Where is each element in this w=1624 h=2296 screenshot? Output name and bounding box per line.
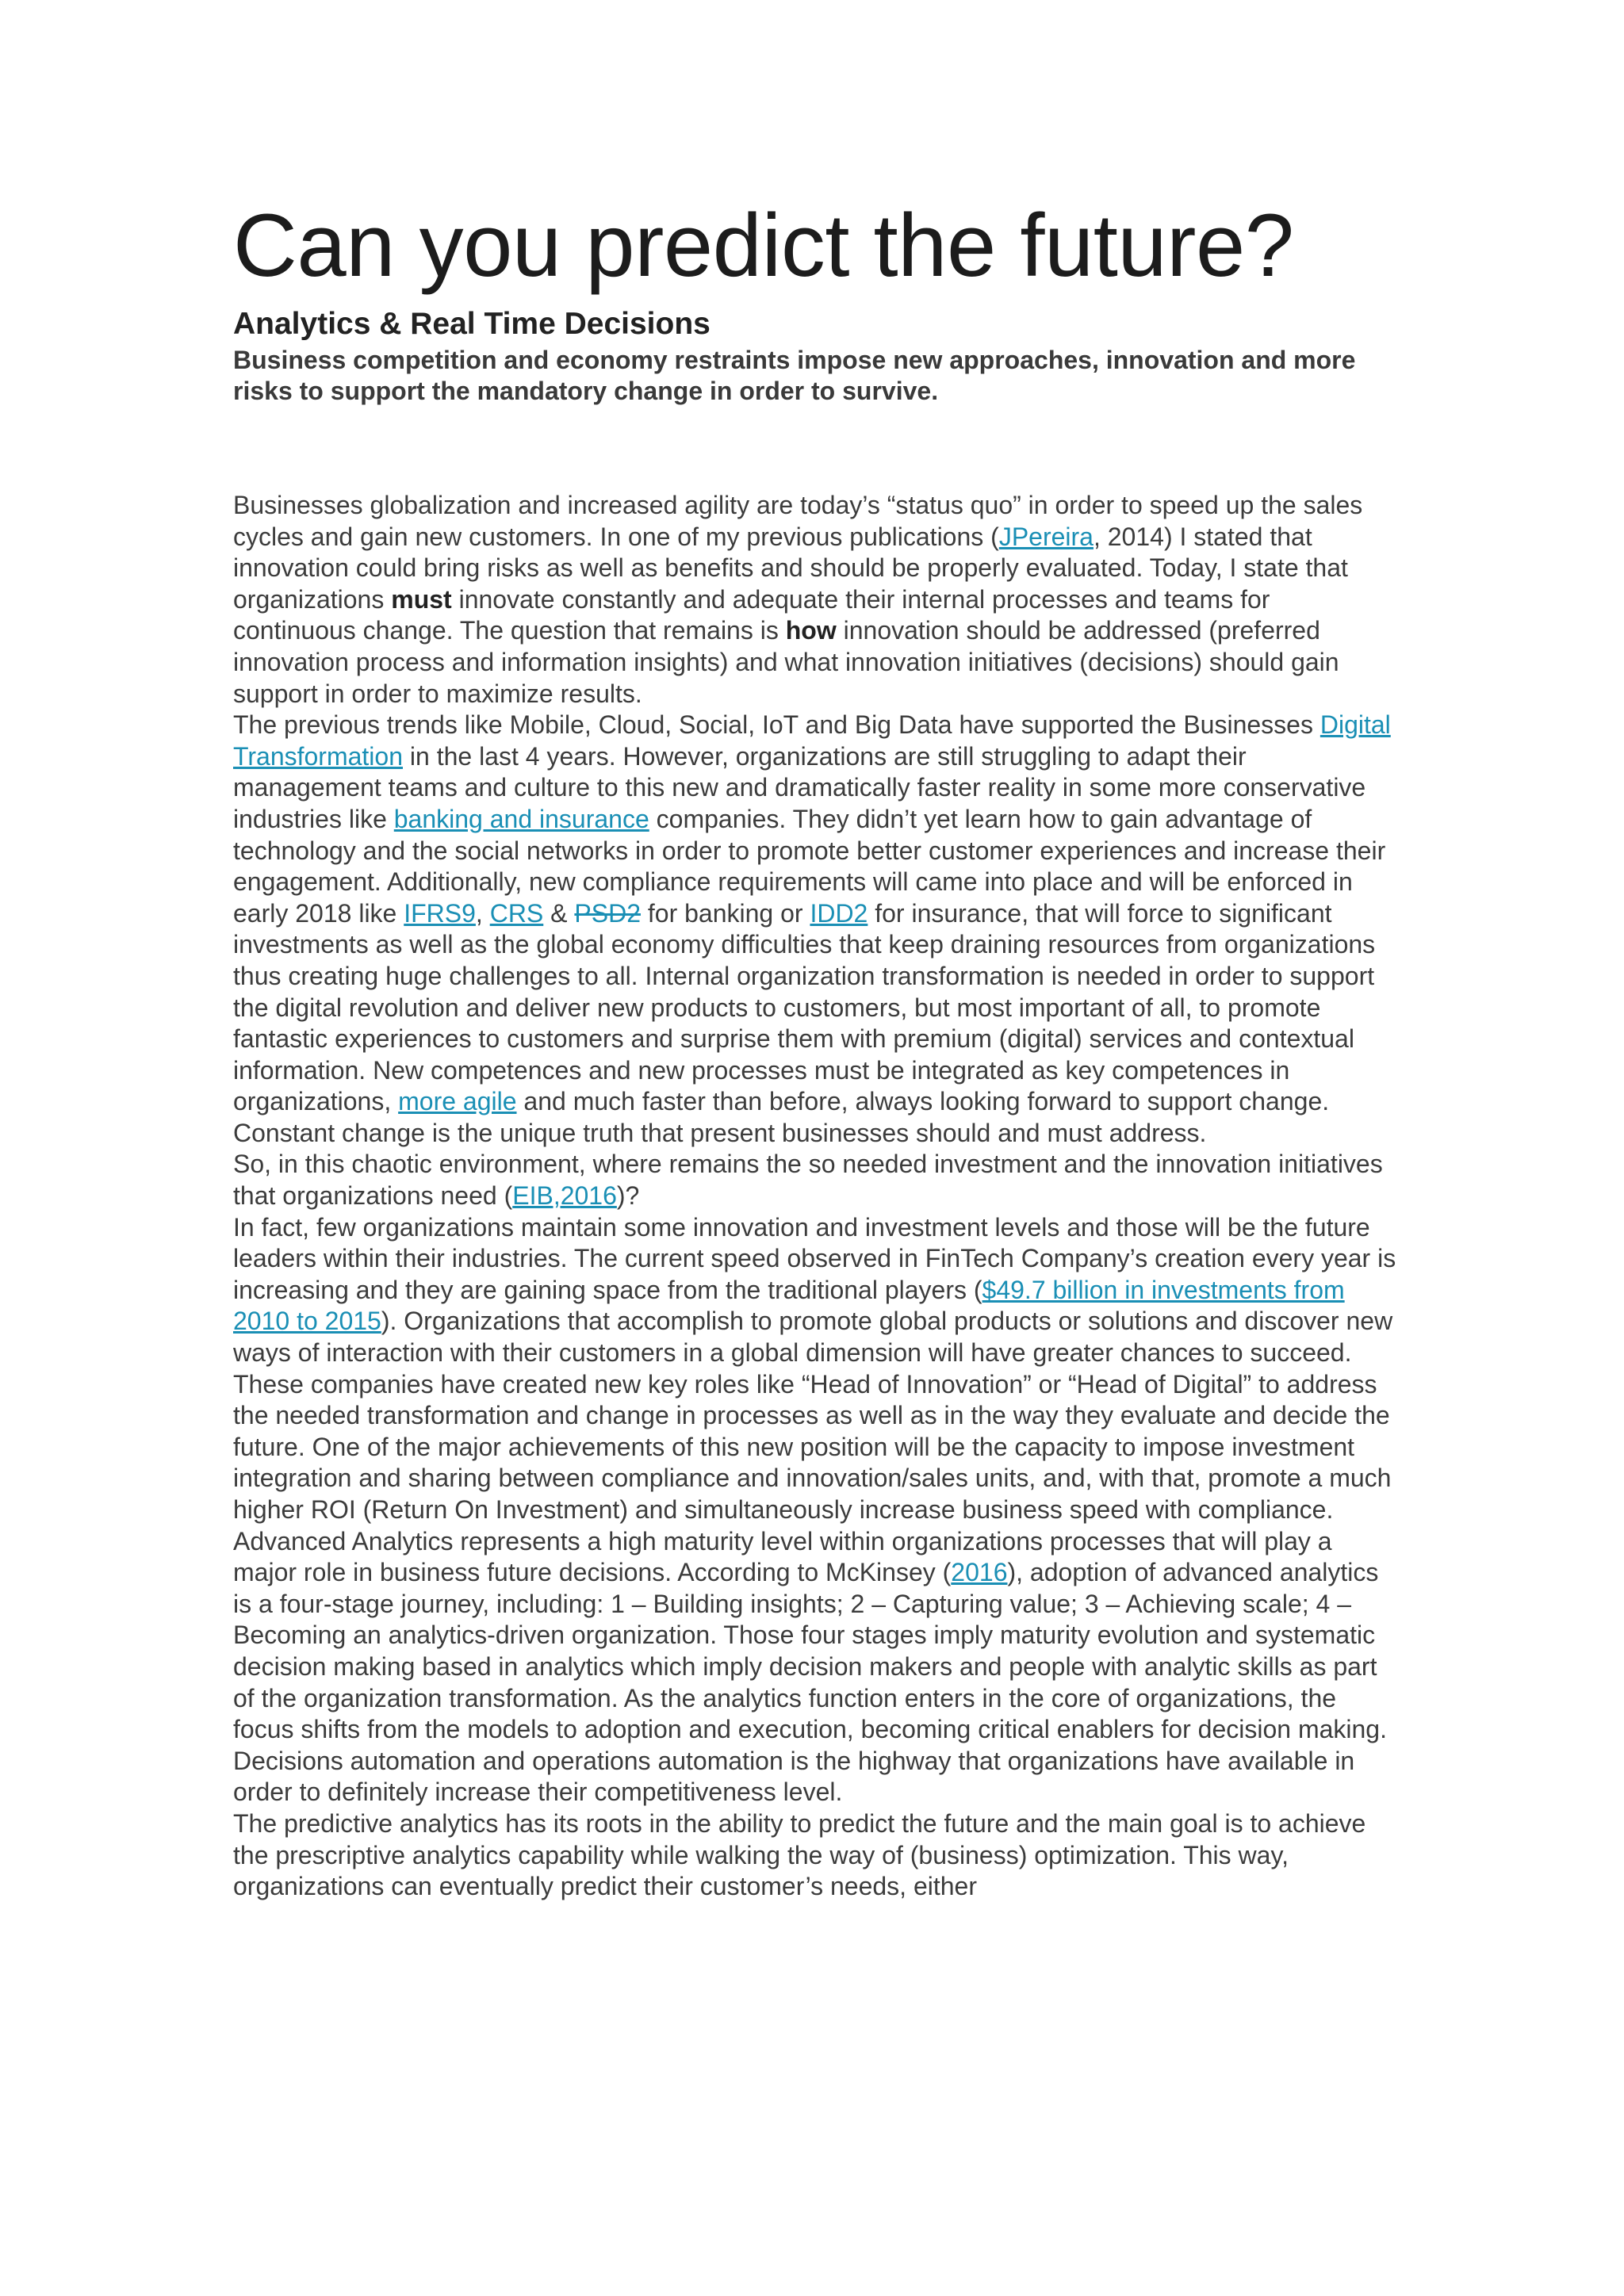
text-run: Advanced Analytics represents a high maturity level within organizations processes that will play a major role in business future decisions. According to McKinsey (	[233, 1526, 1332, 1587]
bold-text: how	[785, 616, 837, 645]
text-run: The previous trends like Mobile, Cloud, Social, IoT and Big Data have supported the Businesses	[233, 710, 1320, 740]
text-run: The predictive analytics has its roots in the ability to predict the future and the main goal is to achieve the prescriptive analytics capability while walking the way of (business) optimization. This way, organizations can eventually predict their customer’s needs, either	[233, 1808, 1366, 1901]
text-run: In fact, few organizations maintain some innovation and investment levels and those will be the future leaders within their industries. The current speed observed in FinTech Company’s creation every year is increasing and they are gaining space from the traditional players (	[233, 1212, 1396, 1304]
link-psd2[interactable]: PSD2	[574, 898, 641, 928]
link-more-agile[interactable]: more agile	[398, 1087, 517, 1116]
text-run: , 2014) I stated that innovation could bring risks as well as benefits and should be properly evaluated. Today, I state that organizations	[233, 522, 1348, 614]
paragraph-1	[233, 490, 1399, 710]
text-run: Businesses globalization and increased agility are today’s “status quo” in order to speed up the sales cycles and gain new customers. In one of my previous publications (	[233, 491, 1363, 551]
text-run: )?	[616, 1181, 640, 1211]
paragraph-2	[233, 710, 1399, 1149]
bold-text: must	[391, 584, 452, 614]
link-fintech-investments[interactable]: $49.7 billion in investments from 2010 to 2015	[233, 1275, 1345, 1336]
link-jpereira[interactable]: JPereira	[998, 522, 1094, 551]
paragraph-4	[233, 1212, 1399, 1526]
text-run: and much faster than before, always looking forward to support change. Constant change is the unique truth that present businesses should and must address.	[233, 1087, 1330, 1147]
text-run: So, in this chaotic environment, where remains the so needed investment and the innovation initiatives that organizations need (	[233, 1150, 1383, 1211]
page-title: Can you predict the future?	[233, 196, 1294, 295]
text-run: innovation should be addressed (preferred innovation process and information insights) and what innovation initiatives (decisions) should gain support in order to maximize results.	[233, 616, 1339, 708]
text-run: ), adoption of advanced analytics is a four-stage journey, including: 1 – Building insights; 2 – Capturing value; 3 – Achieving scale; 4 – Becoming an analytics-driven organization. Those four stages imply maturity evolution and systematic decision making based in analytics which imply decision makers and people with analytic skills as part of the organization transformation. As the analytics function enters in the core of organizations, the focus shifts from the models to adoption and execution, becoming critical enablers for decision making. Decisions automation and operations automation is the highway that organizations have available in order to definitely increase their competitiveness level.	[233, 1558, 1387, 1807]
text-run: innovate constantly and adequate their internal processes and teams for continuous change. The question that remains is	[233, 584, 1270, 645]
link-banking-and-insurance[interactable]: banking and insurance	[393, 804, 649, 833]
link-digital-transformation[interactable]: Digital Transformation	[233, 710, 1391, 771]
document-page	[233, 197, 1399, 1903]
link-idd2[interactable]: IDD2	[810, 898, 868, 928]
link-crs[interactable]: CRS	[489, 898, 544, 928]
link-mckinsey-2016[interactable]: 2016	[951, 1558, 1008, 1587]
paragraph-5	[233, 1526, 1399, 1808]
text-run: companies. They didn’t yet learn how to gain advantage of technology and the social networks in order to promote better customer experiences and increase their engagement. Additionally, new compliance requirements will came into place and will be enforced in early 2018 like	[233, 804, 1386, 928]
paragraph-6	[233, 1808, 1399, 1903]
text-run: ,	[475, 898, 490, 928]
link-eib-2016[interactable]: EIB,2016	[512, 1181, 617, 1211]
text-run: in the last 4 years. However, organizations are still struggling to adapt their management teams and culture to this new and dramatically faster reality in some more conservative industries like	[233, 741, 1366, 833]
paragraph-3	[233, 1149, 1399, 1211]
link-ifrs9[interactable]: IFRS9	[404, 898, 476, 928]
lead-paragraph: Business competition and economy restraints impose new approaches, innovation and more risks to support the mandatory change in order to survive.	[233, 346, 1356, 405]
text-run: ). Organizations that accomplish to promote global products or solutions and discover new ways of interaction with their customers in a global dimension will have greater chances to succeed. These companies have created new key roles like “Head of Innovation” or “Head of Digital” to address the needed transformation and change in processes as well as in the way they evaluate and decide the future. One of the major achievements of this new position will be the capacity to impose investment integration and sharing between compliance and innovation/sales units, and, with that, promote a much higher ROI (Return On Investment) and simultaneously increase business speed with compliance.	[233, 1307, 1393, 1524]
text-run: for banking or	[640, 898, 810, 928]
page-subtitle: Analytics & Real Time Decisions	[233, 307, 710, 341]
article-body	[233, 490, 1399, 1903]
text-run: &	[543, 898, 575, 928]
text-run: for insurance, that will force to significant investments as well as the global economy difficulties that keep draining resources from organizations thus creating huge challenges to all. Internal organization transformation is needed in order to support the digital revolution and deliver new products to customers, but most important of all, to promote fantastic experiences to customers and surprise them with premium (digital) services and contextual information. New competences and new processes must be integrated as key competences in organizations,	[233, 898, 1376, 1116]
